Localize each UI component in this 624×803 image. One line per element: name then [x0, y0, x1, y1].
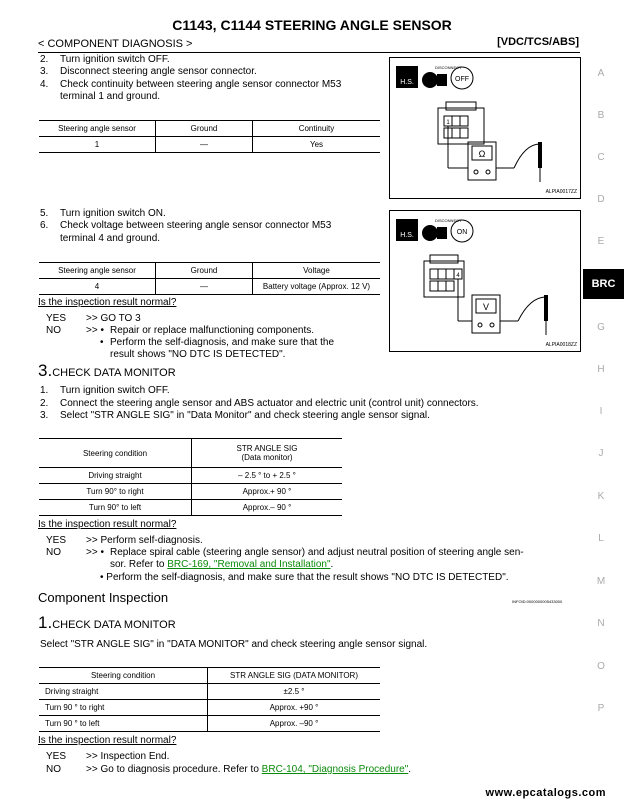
ignition-switch-state: OFF: [455, 76, 469, 83]
yes-label: YES: [46, 535, 67, 546]
ohmmeter-circuit-icon: [390, 58, 580, 198]
yes-text: >> Perform self-diagnosis.: [86, 535, 203, 546]
hs-icon: H.S.: [400, 79, 414, 86]
yes-text: >> Inspection End.: [86, 751, 170, 762]
table-cell: Battery voltage (Approx. 12 V): [253, 279, 381, 295]
yes-label: YES: [46, 751, 67, 762]
table-cell: Approx.– 90 °: [192, 500, 343, 516]
table-cell: Turn 90 ° to left: [39, 716, 208, 732]
sidebar-letter[interactable]: L: [598, 533, 604, 544]
table-header: Ground: [156, 121, 253, 137]
sidebar-letter[interactable]: P: [597, 703, 605, 714]
continuity-diagram: [389, 57, 581, 199]
sidebar-letter[interactable]: D: [597, 194, 605, 205]
table-header: Steering condition: [39, 439, 192, 468]
no-prefix: >> •: [86, 325, 104, 336]
yes-text: >> GO TO 3: [86, 313, 141, 324]
sidebar-letter[interactable]: J: [598, 448, 604, 459]
terminal-number: 1: [446, 120, 450, 126]
no-item: Perform the self-diagnosis, and make sure that the: [110, 337, 335, 348]
voltmeter-circuit-icon: [390, 211, 580, 351]
header-divider: [38, 52, 580, 53]
sidebar-letter[interactable]: G: [597, 322, 605, 333]
voltage-diagram: [389, 210, 581, 352]
system-label: [VDC/TCS/ABS]: [497, 36, 579, 48]
removal-installation-link[interactable]: BRC-169, "Removal and Installation": [167, 559, 331, 570]
table-cell: Turn 90 ° to right: [39, 700, 208, 716]
sidebar-letter[interactable]: H: [597, 364, 605, 375]
table-cell: —: [156, 279, 253, 295]
no-item: result shows "NO DTC IS DETECTED".: [110, 349, 286, 360]
step-heading: 1.CHECK DATA MONITOR: [38, 613, 176, 632]
disconnect-label: DISCONNECT: [435, 218, 462, 223]
table-cell: 4: [39, 279, 156, 295]
sidebar-letter[interactable]: N: [597, 618, 605, 629]
no-text: >> Go to diagnosis procedure. Refer to BRC-104, "Diagnosis Procedure".: [86, 764, 412, 775]
continuity-table: [39, 120, 380, 153]
table-cell: ±2.5 °: [208, 684, 381, 700]
ohm-symbol: Ω: [478, 149, 486, 159]
table-cell: Driving straight: [39, 684, 208, 700]
table-header: STR ANGLE SIG (Data monitor): [192, 439, 343, 468]
step-line: 2. Turn ignition switch OFF.: [40, 54, 170, 65]
brc-tab[interactable]: BRC: [583, 269, 624, 299]
section-label: < COMPONENT DIAGNOSIS >: [38, 38, 193, 50]
table-header: Steering condition: [39, 668, 208, 684]
step-line: 1. Turn ignition switch OFF.: [40, 385, 170, 396]
sidebar-letter[interactable]: B: [597, 110, 605, 121]
sidebar-letter[interactable]: O: [597, 661, 605, 672]
table-cell: Approx. +90 °: [208, 700, 381, 716]
sidebar-letter[interactable]: E: [597, 236, 605, 247]
sidebar-letter[interactable]: A: [597, 68, 605, 79]
voltage-table: [39, 262, 380, 295]
table-cell: Driving straight: [39, 468, 192, 484]
component-inspection-heading: Component Inspection: [38, 590, 169, 605]
disconnect-label: DISCONNECT: [435, 65, 462, 70]
no-label: NO: [46, 325, 61, 336]
sidebar-letter[interactable]: I: [599, 406, 603, 417]
instruction: Select "STR ANGLE SIG" in "DATA MONITOR" and check steering angle sensor signal.: [40, 639, 428, 650]
data-monitor-table: [39, 438, 342, 516]
table-header: Voltage: [253, 263, 381, 279]
figure-code: ALPIA0018ZZ: [545, 342, 577, 348]
table-cell: Yes: [253, 137, 381, 153]
step-line: 3. Disconnect steering angle sensor connector.: [40, 66, 257, 77]
table-header: Steering angle sensor: [39, 263, 156, 279]
no-item: Repair or replace malfunctioning components.: [110, 325, 314, 336]
page-title: C1143, C1144 STEERING ANGLE SENSOR: [172, 17, 452, 33]
inspection-question: Is the inspection result normal?: [38, 735, 177, 746]
sidebar-letter[interactable]: C: [597, 152, 605, 163]
figure-code: ALPIA0017ZZ: [545, 189, 577, 195]
table-header: Steering angle sensor: [39, 121, 156, 137]
inspection-question: Is the inspection result normal?: [38, 297, 177, 308]
volt-symbol: V: [482, 302, 490, 312]
no-label: NO: [46, 547, 61, 558]
step-heading: 3.CHECK DATA MONITOR: [38, 361, 176, 380]
terminal-number: 4: [456, 273, 460, 279]
table-header: Continuity: [253, 121, 381, 137]
table-cell: —: [156, 137, 253, 153]
yes-label: YES: [46, 313, 67, 324]
component-data-table: [39, 667, 380, 732]
inspection-question: Is the inspection result normal?: [38, 519, 177, 530]
table-cell: Approx.+ 90 °: [192, 484, 343, 500]
no-item: Replace spiral cable (steering angle sensor) and adjust neutral position of steering angle sen-: [110, 547, 524, 558]
table-cell: Turn 90° to right: [39, 484, 192, 500]
ignition-switch-state: ON: [456, 229, 468, 236]
step-line: terminal 1 and ground.: [60, 91, 161, 102]
step-line: 4. Check continuity between steering angle sensor connector M53: [40, 79, 342, 90]
no-item: • Perform the self-diagnosis, and make sure that the result shows "NO DTC IS DETECTED".: [100, 572, 509, 583]
footer-watermark: www.epcatalogs.com: [485, 787, 606, 799]
table-header: Ground: [156, 263, 253, 279]
diagnosis-procedure-link[interactable]: BRC-104, "Diagnosis Procedure": [261, 764, 409, 775]
table-cell: Turn 90° to left: [39, 500, 192, 516]
info-id: INFOID:0000000005433000: [512, 599, 563, 604]
no-label: NO: [46, 764, 61, 775]
no-bullet: •: [100, 337, 104, 348]
step-line: terminal 4 and ground.: [60, 233, 161, 244]
no-prefix: >> •: [86, 547, 104, 558]
step-line: 3. Select "STR ANGLE SIG" in "Data Monitor" and check steering angle sensor signal.: [40, 410, 430, 421]
table-cell: – 2.5 ° to + 2.5 °: [192, 468, 343, 484]
step-line: 6. Check voltage between steering angle sensor connector M53: [40, 220, 332, 231]
sidebar-letter[interactable]: M: [596, 576, 606, 587]
hs-icon: H.S.: [400, 232, 414, 239]
step-line: 2. Connect the steering angle sensor and ABS actuator and electric unit (control unit) connectors.: [40, 398, 479, 409]
table-cell: Approx. –90 °: [208, 716, 381, 732]
no-item: sor. Refer to BRC-169, "Removal and Installation".: [110, 559, 334, 570]
sidebar-letter[interactable]: K: [597, 491, 605, 502]
step-line: 5. Turn ignition switch ON.: [40, 208, 166, 219]
table-cell: 1: [39, 137, 156, 153]
table-header: STR ANGLE SIG (DATA MONITOR): [208, 668, 381, 684]
